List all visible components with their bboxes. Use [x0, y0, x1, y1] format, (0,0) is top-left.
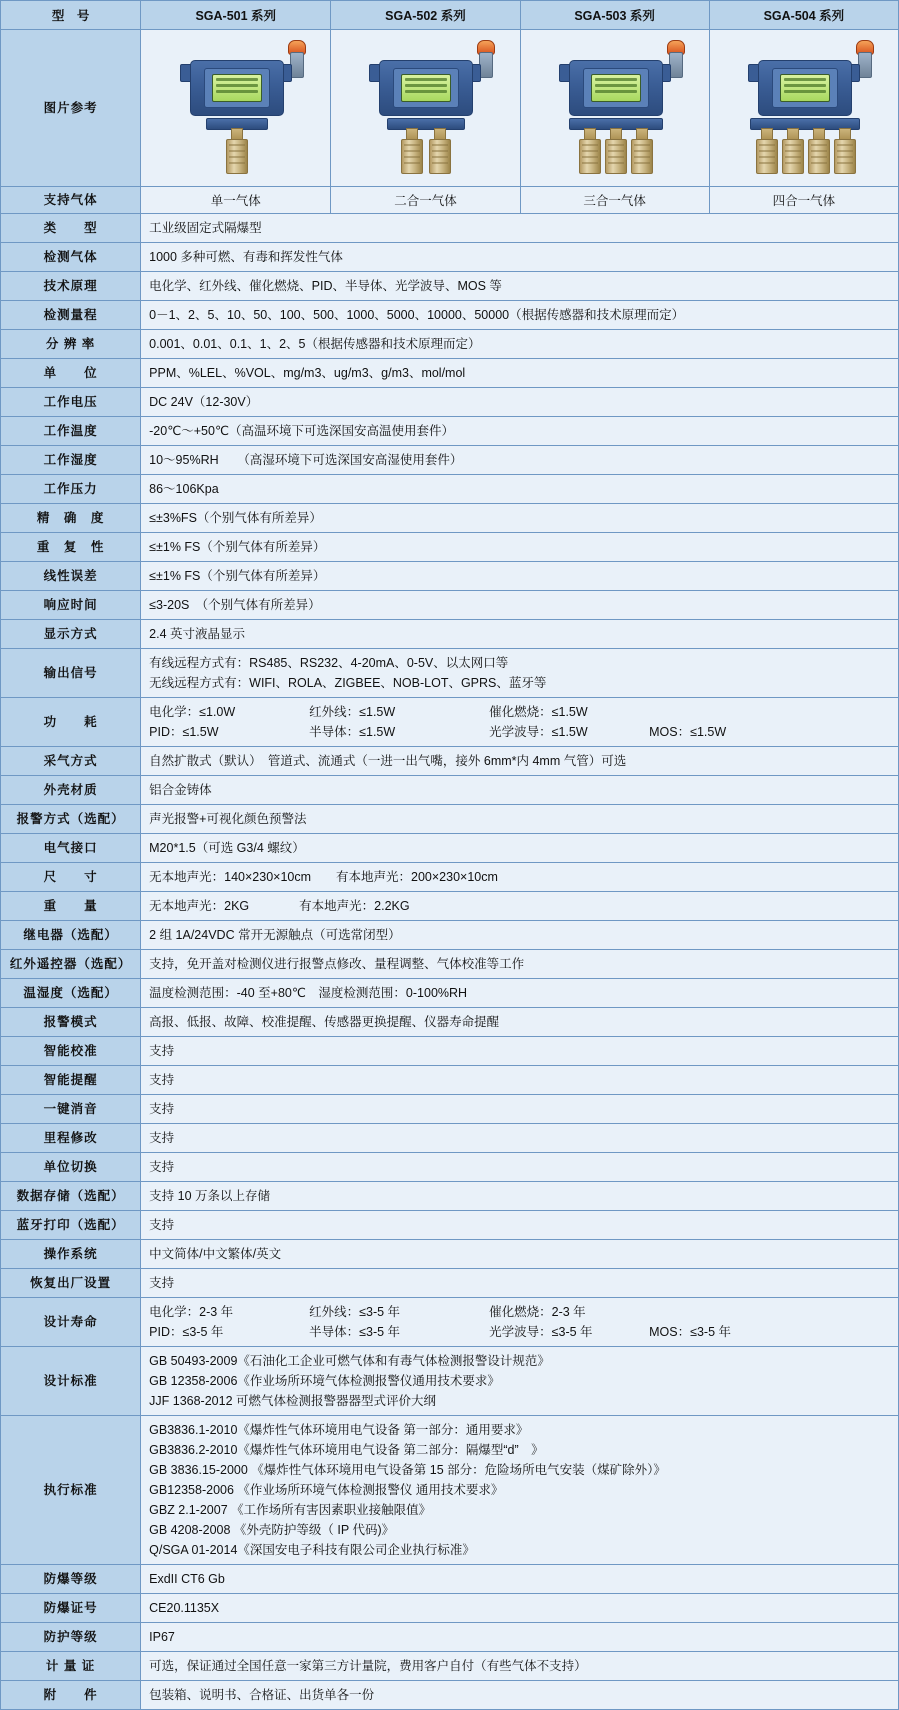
table-row: [1, 1124, 899, 1153]
row-value: 支持: [141, 1269, 899, 1298]
row-value: 声光报警+可视化颜色预警法: [141, 805, 899, 834]
row-value: 温度检测范围：-40 至+80℃ 湿度检测范围：0-100%RH: [141, 979, 899, 1008]
row-value: -20℃～+50℃（高温环境下可选深国安高温使用套件）: [141, 417, 899, 446]
table-row: [1, 776, 899, 805]
table-row: [1, 330, 899, 359]
table-row: [1, 921, 899, 950]
row-label: 重 复 性: [1, 533, 141, 562]
row-label-design-life: 设计寿命: [1, 1298, 141, 1347]
row-value: 支持: [141, 1037, 899, 1066]
table-row: [1, 446, 899, 475]
execution-standard-line: GB3836.2-2010《爆炸性气体环境用电气设备 第二部分：隔爆型“d” 》: [149, 1443, 544, 1457]
table-row: [1, 475, 899, 504]
row-label: 重 量: [1, 892, 141, 921]
execution-standard-line: Q/SGA 01-2014《深国安电子科技有限公司企业执行标准》: [149, 1543, 475, 1557]
design-standard-line: GB 12358-2006《作业场所环境气体检测报警仪通用技术要求》: [149, 1374, 500, 1388]
row-value: 1000 多种可燃、有毒和挥发性气体: [141, 243, 899, 272]
row-value: 支持: [141, 1066, 899, 1095]
row-label: 精 确 度: [1, 504, 141, 533]
row-value: 包装箱、说明书、合格证、出货单各一份: [141, 1681, 899, 1710]
row-value-design-standard: [141, 1347, 899, 1416]
row-label: 工作压力: [1, 475, 141, 504]
life-item: 光学波导：≤3-5 年: [489, 1325, 593, 1339]
life-line-1: [149, 1302, 890, 1322]
table-row: [1, 301, 899, 330]
table-row: [1, 805, 899, 834]
table-row-execution-standard: [1, 1416, 899, 1565]
table-row: [1, 979, 899, 1008]
row-value: 自然扩散式（默认） 管道式、流通式（一进一出气嘴，接外 6mm*内 4mm 气管）可选: [141, 747, 899, 776]
row-value: 无本地声光：140×230×10cm 有本地声光：200×230×10cm: [141, 863, 899, 892]
execution-standard-line: GBZ 2.1-2007 《工作场所有害因素职业接触限值》: [149, 1503, 432, 1517]
header-model-3: SGA-503 系列: [520, 1, 709, 30]
table-row: [1, 834, 899, 863]
row-value: 无本地声光：2KG 有本地声光：2.2KG: [141, 892, 899, 921]
row-value: IP67: [141, 1623, 899, 1652]
power-line-2: [149, 722, 890, 742]
row-label: 工作温度: [1, 417, 141, 446]
row-label-execution-standard: 执行标准: [1, 1416, 141, 1565]
power-item: PID：≤1.5W: [149, 725, 219, 739]
row-label: 显示方式: [1, 620, 141, 649]
row-label-design-standard: 设计标准: [1, 1347, 141, 1416]
supported-gas-3: 三合一气体: [520, 187, 709, 214]
row-label: 工作湿度: [1, 446, 141, 475]
row-label: 恢复出厂设置: [1, 1269, 141, 1298]
row-label: 一键消音: [1, 1095, 141, 1124]
life-item: 红外线：≤3-5 年: [309, 1305, 401, 1319]
table-row: [1, 417, 899, 446]
design-standard-line: JJF 1368-2012 可燃气体检测报警器器型式评价大纲: [149, 1394, 437, 1408]
row-label: 智能提醒: [1, 1066, 141, 1095]
life-item: PID：≤3-5 年: [149, 1325, 224, 1339]
table-row: [1, 1269, 899, 1298]
row-label-supported-gas: 支持气体: [1, 187, 141, 214]
row-value: 2.4 英寸液晶显示: [141, 620, 899, 649]
row-value: ≤±1% FS（个别气体有所差异）: [141, 533, 899, 562]
row-label: 单 位: [1, 359, 141, 388]
table-row: [1, 1008, 899, 1037]
table-row: [1, 1240, 899, 1269]
row-label: 红外遥控器（选配）: [1, 950, 141, 979]
table-row: [1, 243, 899, 272]
table-row: [1, 272, 899, 301]
row-label: 检测气体: [1, 243, 141, 272]
device-image-3: [520, 30, 709, 187]
row-value: ≤±3%FS（个别气体有所差异）: [141, 504, 899, 533]
table-row: [1, 1211, 899, 1240]
row-value: 支持: [141, 1095, 899, 1124]
header-label: 型 号: [1, 1, 141, 30]
table-row: [1, 533, 899, 562]
execution-standard-line: GB 4208-2008 《外壳防护等级（ IP 代码)》: [149, 1523, 395, 1537]
table-row: [1, 1652, 899, 1681]
table-row-design-life: [1, 1298, 899, 1347]
row-value: 支持: [141, 1211, 899, 1240]
row-label: 电气接口: [1, 834, 141, 863]
row-value: 0－1、2、5、10、50、100、500、1000、5000、10000、50000（根据传感器和技术原理而定）: [141, 301, 899, 330]
header-model-2: SGA-502 系列: [331, 1, 520, 30]
row-label: 技术原理: [1, 272, 141, 301]
power-item: 红外线：≤1.5W: [309, 705, 396, 719]
table-row: [1, 591, 899, 620]
gas-detector-icon: [535, 34, 695, 182]
table-row: [1, 562, 899, 591]
row-value: 支持: [141, 1124, 899, 1153]
row-value: 中文简体/中文繁体/英文: [141, 1240, 899, 1269]
life-line-2: [149, 1322, 890, 1342]
power-line-1: [149, 702, 890, 722]
execution-standard-line: GB12358-2006 《作业场所环境气体检测报警仪 通用技术要求》: [149, 1483, 504, 1497]
row-value: 支持 10 万条以上存储: [141, 1182, 899, 1211]
row-label: 类 型: [1, 214, 141, 243]
device-image-4: [709, 30, 898, 187]
table-row: [1, 388, 899, 417]
supported-gas-4: 四合一气体: [709, 187, 898, 214]
table-row: [1, 892, 899, 921]
row-value: 可选，保证通过全国任意一家第三方计量院，费用客户自付（有些气体不支持）: [141, 1652, 899, 1681]
row-label: 计 量 证: [1, 1652, 141, 1681]
row-label: 尺 寸: [1, 863, 141, 892]
row-value: 0.001、0.01、0.1、1、2、5（根据传感器和技术原理而定）: [141, 330, 899, 359]
life-item: 半导体：≤3-5 年: [309, 1325, 401, 1339]
table-row: [1, 359, 899, 388]
device-image-2: [331, 30, 520, 187]
table-row-power: [1, 698, 899, 747]
header-model-1: SGA-501 系列: [141, 1, 331, 30]
execution-standard-line: GB3836.1-2010《爆炸性气体环境用电气设备 第一部分：通用要求》: [149, 1423, 529, 1437]
table-row: [1, 1623, 899, 1652]
row-value-execution-standard: [141, 1416, 899, 1565]
row-label: 防护等级: [1, 1623, 141, 1652]
output-line-2: 无线远程方式有：WIFI、ROLA、ZIGBEE、NOB-LOT、GPRS、蓝牙等: [149, 676, 547, 690]
table-row-design-standard: [1, 1347, 899, 1416]
row-label: 检测量程: [1, 301, 141, 330]
row-value: ≤3-20S （个别气体有所差异）: [141, 591, 899, 620]
row-value: ≤±1% FS（个别气体有所差异）: [141, 562, 899, 591]
row-label: 报警方式（选配）: [1, 805, 141, 834]
gas-detector-icon: [724, 34, 884, 182]
row-label-power: 功 耗: [1, 698, 141, 747]
row-value: M20*1.5（可选 G3/4 螺纹）: [141, 834, 899, 863]
row-label: 智能校准: [1, 1037, 141, 1066]
row-label: 温湿度（选配）: [1, 979, 141, 1008]
table-row: [1, 747, 899, 776]
power-item: 电化学：≤1.0W: [149, 705, 236, 719]
power-item: 光学波导：≤1.5W: [489, 725, 588, 739]
row-value-output-signal: [141, 649, 899, 698]
table-row: [1, 863, 899, 892]
row-label: 单位切换: [1, 1153, 141, 1182]
power-item: 催化燃烧：≤1.5W: [489, 705, 588, 719]
life-item: MOS：≤3-5 年: [649, 1325, 732, 1339]
row-value: 2 组 1A/24VDC 常开无源触点（可选常闭型）: [141, 921, 899, 950]
row-value-design-life: [141, 1298, 899, 1347]
execution-standard-line: GB 3836.15-2000 《爆炸性气体环境用电气设备第 15 部分：危险场所电气安装（煤矿除外）》: [149, 1463, 666, 1477]
life-item: 催化燃烧：2-3 年: [489, 1305, 586, 1319]
supported-gas-1: 单一气体: [141, 187, 331, 214]
row-value-power: [141, 698, 899, 747]
row-value: 支持，免开盖对检测仪进行报警点修改、量程调整、气体校准等工作: [141, 950, 899, 979]
row-value: DC 24V（12-30V）: [141, 388, 899, 417]
table-row-image-reference: [1, 30, 899, 187]
table-row: [1, 1095, 899, 1124]
table-row: [1, 1681, 899, 1710]
life-item: 电化学：2-3 年: [149, 1305, 234, 1319]
row-label: 防爆等级: [1, 1565, 141, 1594]
row-label: 响应时间: [1, 591, 141, 620]
row-value: 支持: [141, 1153, 899, 1182]
row-value: 铝合金铸体: [141, 776, 899, 805]
row-label: 采气方式: [1, 747, 141, 776]
table-row: [1, 214, 899, 243]
table-row: [1, 950, 899, 979]
row-label: 报警模式: [1, 1008, 141, 1037]
row-label: 蓝牙打印（选配）: [1, 1211, 141, 1240]
row-label: 工作电压: [1, 388, 141, 417]
gas-detector-icon: [345, 34, 505, 182]
row-value: 电化学、红外线、催化燃烧、PID、半导体、光学波导、MOS 等: [141, 272, 899, 301]
device-image-1: [141, 30, 331, 187]
row-label: 防爆证号: [1, 1594, 141, 1623]
row-value: 高报、低报、故障、校准提醒、传感器更换提醒、仪器寿命提醒: [141, 1008, 899, 1037]
table-row-supported-gas: [1, 187, 899, 214]
table-row: [1, 1153, 899, 1182]
header-model-4: SGA-504 系列: [709, 1, 898, 30]
gas-detector-icon: [156, 34, 316, 182]
row-value: ExdII CT6 Gb: [141, 1565, 899, 1594]
table-row-header: [1, 1, 899, 30]
row-label: 分 辨 率: [1, 330, 141, 359]
row-value: PPM、%LEL、%VOL、mg/m3、ug/m3、g/m3、mol/mol: [141, 359, 899, 388]
row-label: 里程修改: [1, 1124, 141, 1153]
row-value: 86～106Kpa: [141, 475, 899, 504]
table-row: [1, 620, 899, 649]
row-label-output-signal: 输出信号: [1, 649, 141, 698]
table-row: [1, 1182, 899, 1211]
row-value: 10～95%RH （高湿环境下可选深国安高湿使用套件）: [141, 446, 899, 475]
row-label: 数据存储（选配）: [1, 1182, 141, 1211]
row-label: 外壳材质: [1, 776, 141, 805]
power-item: MOS：≤1.5W: [649, 725, 727, 739]
row-label-image-reference: 图片参考: [1, 30, 141, 187]
table-row: [1, 1594, 899, 1623]
design-standard-line: GB 50493-2009《石油化工企业可燃气体和有毒气体检测报警设计规范》: [149, 1354, 550, 1368]
output-line-1: 有线远程方式有：RS485、RS232、4-20mA、0-5V、以太网口等: [149, 656, 509, 670]
row-label: 继电器（选配）: [1, 921, 141, 950]
row-label: 附 件: [1, 1681, 141, 1710]
table-row-output-signal: [1, 649, 899, 698]
table-row: [1, 504, 899, 533]
table-row: [1, 1565, 899, 1594]
row-value: CE20.1135X: [141, 1594, 899, 1623]
table-row: [1, 1037, 899, 1066]
table-row: [1, 1066, 899, 1095]
power-item: 半导体：≤1.5W: [309, 725, 396, 739]
row-label: 操作系统: [1, 1240, 141, 1269]
row-value: 工业级固定式隔爆型: [141, 214, 899, 243]
row-label: 线性误差: [1, 562, 141, 591]
supported-gas-2: 二合一气体: [331, 187, 520, 214]
